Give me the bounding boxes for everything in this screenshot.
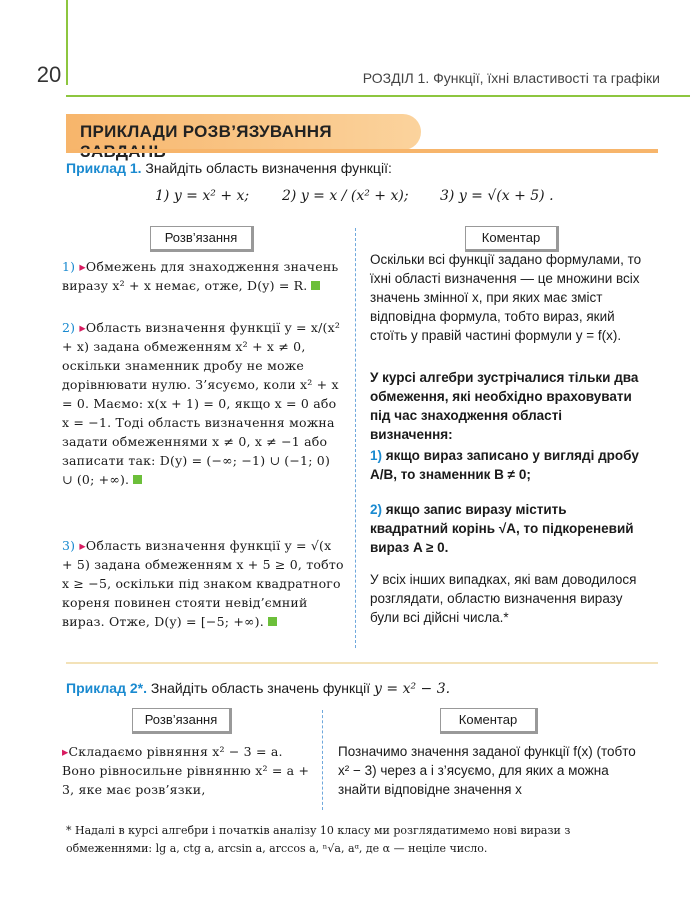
end-square-icon bbox=[268, 617, 277, 626]
bullet2-number: 2) bbox=[370, 502, 383, 517]
step1-number: 1) bbox=[62, 259, 76, 274]
solution1-step2 bbox=[62, 318, 344, 489]
section-banner bbox=[66, 114, 421, 150]
bullet1-text: якщо вираз записано у вигляді дробу A/B, то знаменник B ≠ 0; bbox=[370, 448, 639, 482]
example1-item-3: 3) y = √(x + 5) . bbox=[440, 188, 554, 204]
arrow-icon: ▸ bbox=[79, 259, 86, 274]
end-square-icon bbox=[133, 475, 142, 484]
step3-number: 3) bbox=[62, 538, 76, 553]
example1-item-2: 2) y = x / (x² + x); bbox=[282, 188, 409, 204]
bullet1-number: 1) bbox=[370, 448, 383, 463]
example2-heading bbox=[66, 680, 450, 697]
section-title: ПРИКЛАДИ РОЗВ’ЯЗУВАННЯ bbox=[80, 122, 332, 141]
bullet2-text: якщо запис виразу містить квадратний корінь √A, то підкореневий вираз A ≥ 0. bbox=[370, 502, 634, 555]
solution-tab: Розв’язання bbox=[150, 226, 254, 252]
example2-label: Приклад 2*. bbox=[66, 680, 147, 696]
solution2-tab: Розв’язання bbox=[132, 708, 232, 734]
step3-text: Область визначення функції y = √(x + 5) задана обмеженням x + 5 ≥ 0, тобто x ≥ −5, оскільки під знаком квадратного кореня повинен стояти невід’ємний вираз. Отже, D(y) = [−5; +∞). bbox=[62, 538, 344, 629]
column-divider-2 bbox=[322, 710, 323, 810]
arrow-icon: ▸ bbox=[79, 538, 86, 553]
comment1-paragraph2: У курсі алгебри зустрічалися тільки два обмеження, які необхідно враховувати під час знаходження області визначення: bbox=[370, 370, 639, 442]
end-square-icon bbox=[311, 281, 320, 290]
solution2-text bbox=[62, 742, 312, 799]
example1-item-1: 1) y = x² + x; bbox=[155, 188, 250, 204]
section-separator bbox=[66, 662, 658, 664]
comment2-text: Позначимо значення заданої функції f(x) (тобто x² − 3) через a і з’ясуємо, для яких a можна знайти відповідне значення x bbox=[338, 744, 636, 797]
example2-formula: y = x² − 3. bbox=[374, 681, 451, 697]
example2-text: Знайдіть область значень функції bbox=[150, 680, 371, 696]
arrow-icon: ▸ bbox=[79, 320, 86, 335]
column-divider bbox=[355, 228, 356, 648]
arrow-icon: ▸ bbox=[62, 744, 69, 759]
comment1-paragraph3: У всіх інших випадках, які вам доводилося розглядати, областю визначення виразу були всі дійсні числа.* bbox=[370, 572, 637, 625]
step2-text: Область визначення функції y = x/(x² + x) задана обмеженням x² + x ≠ 0, оскільки знаменник дробу не може дорівнювати нулю. З’ясуємо, коли x² + x = 0. Маємо: x(x + 1) = 0, якщо x = 0 або x = −1. Тоді область визначення можна задати обмеженнями x ≠ 0, x ≠ −1 або записати так: D(y) = (−∞; −1) ∪ (−1; 0) ∪ (0; +∞). bbox=[62, 320, 341, 487]
example1-text: Знайдіть область визначення функції: bbox=[145, 160, 392, 176]
example1-label: Приклад 1. bbox=[66, 160, 142, 176]
example1-heading bbox=[66, 160, 392, 176]
solution1-step3 bbox=[62, 536, 344, 631]
step1-text: Обмежень для знаходження значень виразу x² + x немає, отже, D(y) = R. bbox=[62, 259, 339, 293]
comment1-bullet1 bbox=[370, 446, 642, 484]
solution1-step1 bbox=[62, 257, 344, 295]
page-header-rule bbox=[66, 95, 690, 97]
comment1-paragraph1: Оскільки всі функції задано формулами, то їхні області визначення — це множини всіх значень змінної x, при яких має зміст відповідна формула, тобто вираз, який стоїть у правій частині формули y = f(x). bbox=[370, 252, 642, 343]
comment1-bullet2 bbox=[370, 500, 642, 557]
comment2-tab: Коментар bbox=[440, 708, 538, 734]
footnote: * Надалі в курсі алгебри і початків аналізу 10 класу ми розглядатимемо нові вирази з обмеженнями: lg a, ctg a, arcsin a, arccos a, ⁿ√a, aᵅ, де α — неціле число. bbox=[66, 824, 571, 855]
solution2-body: Складаємо рівняння x² − 3 = a. Воно рівносильне рівнянню x² = a + 3, яке має розв’язки, bbox=[62, 744, 310, 797]
step2-number: 2) bbox=[62, 320, 76, 335]
running-head: РОЗДІЛ 1. Функції, їхні властивості та графіки bbox=[362, 70, 660, 86]
banner-underline bbox=[66, 149, 658, 153]
comment-tab: Коментар bbox=[465, 226, 559, 252]
page-number: 20 bbox=[36, 62, 62, 87]
